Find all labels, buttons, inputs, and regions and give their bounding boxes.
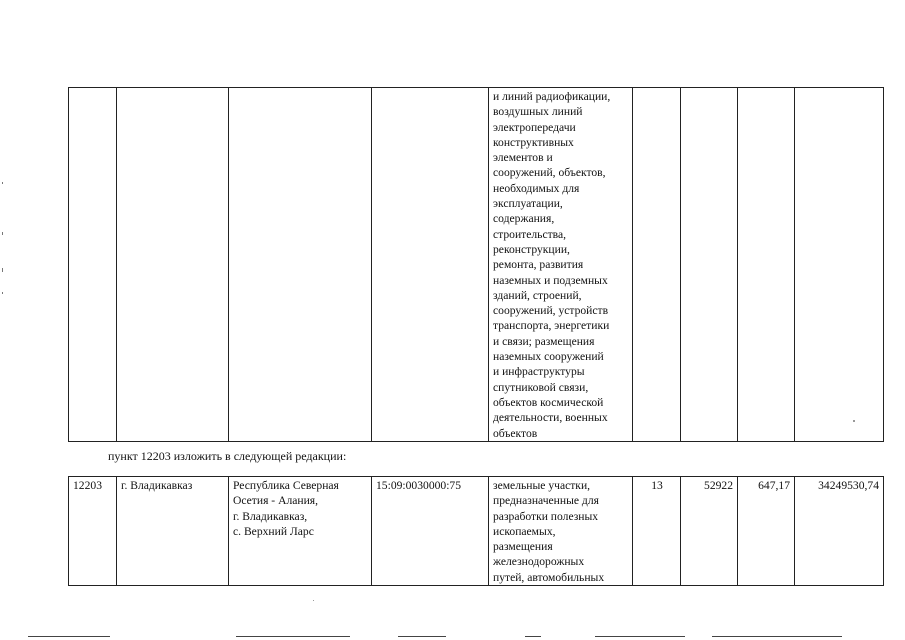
cell-cadastral-value: 34249530,74: [795, 477, 884, 586]
bottom-edge-line: [398, 636, 446, 637]
cell-address: Республика Северная Осетия - Алания, г. Владикавказ, с. Верхний Ларс: [229, 477, 372, 586]
scan-speck: [853, 420, 855, 422]
cell-category-code: 13: [633, 477, 681, 586]
cell-specific-value: [738, 88, 795, 442]
cell-item-number: 12203: [69, 477, 117, 586]
cell-cadastral-number: 15:09:0030000:75: [372, 477, 489, 586]
scan-mark: [2, 292, 3, 294]
cell-area: [681, 88, 738, 442]
scan-mark: [2, 268, 3, 272]
cell-cadastral-number: [372, 88, 489, 442]
bottom-edge-line: [712, 636, 842, 637]
bottom-edge-line: [28, 636, 110, 637]
continuation-table: [68, 87, 884, 442]
cell-specific-value: 647,17: [738, 477, 795, 586]
bottom-edge-line: [236, 636, 350, 637]
cell-land-use: земельные участки, предназначенные для разработки полезных ископаемых, размещения железнодорожных путей, автомобильных: [489, 477, 633, 586]
cell-area: 52922: [681, 477, 738, 586]
cell-category-code: [633, 88, 681, 442]
table-row: [69, 477, 884, 586]
cell-cadastral-value: [795, 88, 884, 442]
cell-city: [117, 88, 229, 442]
cell-address: [229, 88, 372, 442]
cell-city: г. Владикавказ: [117, 477, 229, 586]
bottom-edge-line: [525, 636, 541, 637]
table-row: [69, 88, 884, 442]
scan-mark: [2, 182, 3, 184]
bottom-edge-line: [595, 636, 685, 637]
cell-land-use: и линий радиофикации, воздушных линий электропередачи конструктивных элементов и сооружений, объектов, необходимых для эксплуатации, содержания, строительства, реконструкции, ремонта, развития наземных и подземных зданий, строений, сооружений, устройств транспорта, энергетики и связи; размещения наземных сооружений и инфраструктуры спутниковой связи, объектов космической деятельности, военных объектов: [489, 88, 633, 442]
cell-item-number: [69, 88, 117, 442]
scan-speck: [313, 600, 314, 601]
scan-mark: [2, 232, 3, 235]
instruction-text: пункт 12203 изложить в следующей редакции:: [108, 449, 347, 463]
record-table: [68, 476, 884, 586]
